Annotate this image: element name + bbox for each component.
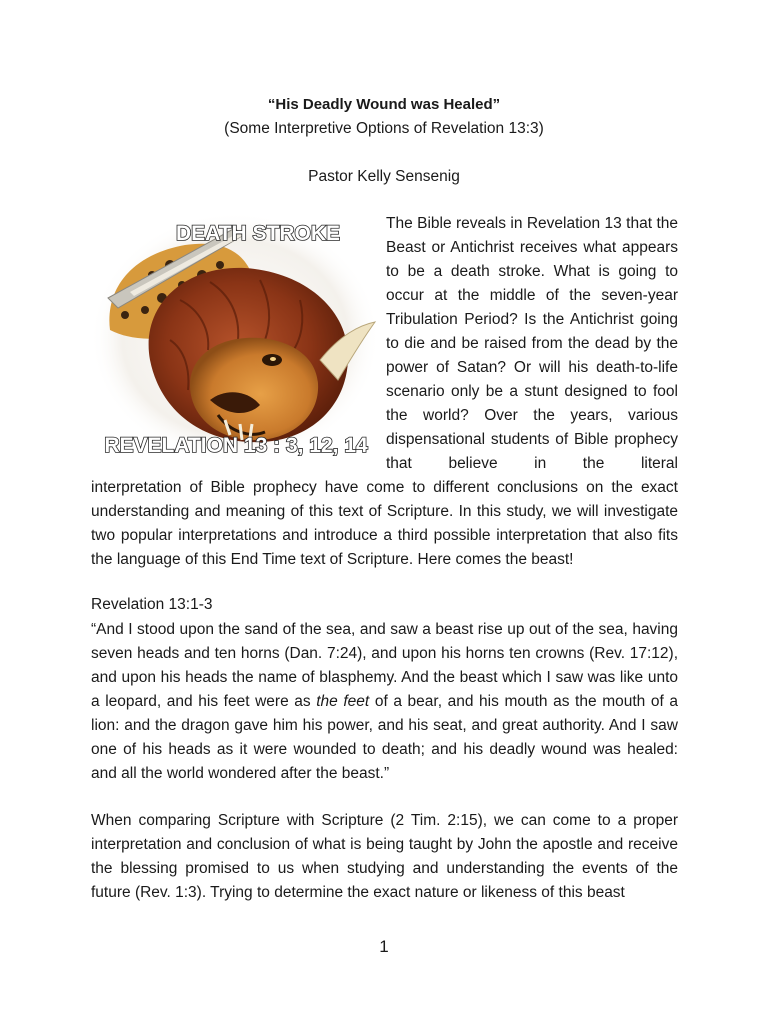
quote-text-part2: of a bear, and his mouth as the mouth of a lion: and the dragon gave him his power, and his seat, and great authority. And I saw one of his heads as it were wounded to death; and his deadly wound was healed: and all the world wondered after the beast.” [91, 693, 678, 782]
document-subtitle: (Some Interpretive Options of Revelation 13:3) [224, 120, 544, 137]
page-number: 1 [379, 937, 389, 956]
figure-bottom-caption: REVELATION 13 : 3, 12, 14 [104, 434, 368, 457]
beast-illustration-image [90, 210, 380, 466]
comparison-paragraph [91, 809, 678, 905]
document-title: “His Deadly Wound was Healed” [267, 96, 501, 113]
intro-paragraph-continued [91, 476, 678, 572]
intro-paragraph-wrapped [386, 212, 678, 476]
document-author: Pastor Kelly Sensenig [308, 168, 460, 185]
scripture-reference: Revelation 13:1-3 [91, 596, 213, 613]
quote-text-part1: “And I stood upon the sand of the sea, and saw a beast rise up out of the sea, having seven heads and ten horns (Dan. 7:24), and upon his horns ten crowns (Rev. 17:12), and upon his heads the name of blasphemy. And the beast which I saw was like unto a leopard, and his feet were as [91, 621, 678, 710]
figure-top-caption: DEATH STROKE [175, 222, 341, 245]
intro-text-side: The Bible reveals in Revelation 13 that the Beast or Antichrist receives what appears to be a death stroke. What is going to occur at the middle of the seven-year Tribulation Period? Is the Antichrist going to die and be raised from the dead by the power of Satan? Or will his death-to-life scenario only be a stunt designed to fool the world? Over the years, various dispensational students of Bible prophecy that believe in the literal [386, 215, 678, 472]
intro-text-continued: interpretation of Bible prophecy have come to different conclusions on the exact understanding and meaning of this text of Scripture. In this study, we will investigate two popular interpretations and introduce a third possible interpretation that also fits the language of this End Time text of Scripture. Here comes the beast! [91, 479, 678, 568]
death-stroke-illustration [90, 210, 380, 466]
quote-italic-phrase: the feet [316, 693, 370, 710]
scripture-quote [91, 618, 678, 786]
comparison-text: When comparing Scripture with Scripture (2 Tim. 2:15), we can come to a proper interpretation and conclusion of what is being taught by John the apostle and receive the blessing promised to us when studying and understanding the events of the future (Rev. 1:3). Trying to determine the exact nature or likeness of this beast [91, 812, 678, 901]
